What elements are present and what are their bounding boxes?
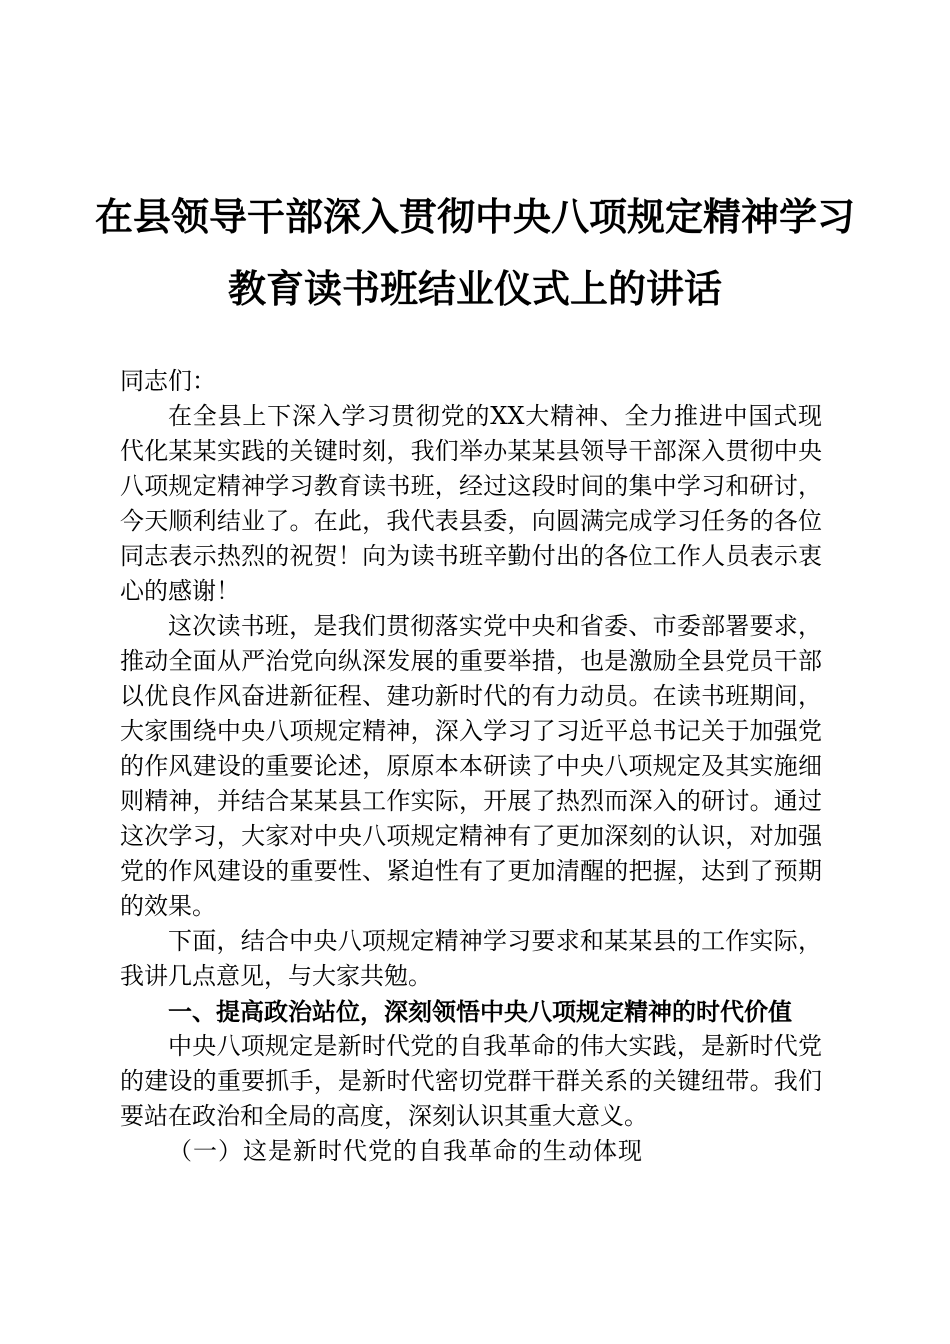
paragraph-opinions: 下面，结合中央八项规定精神学习要求和某某县的工作实际，我讲几点意见，与大家共勉。 [120, 927, 822, 990]
salutation: 同志们： [120, 367, 216, 395]
document-title-line1: 在县领导干部深入贯彻中央八项规定精神学习 [94, 194, 855, 239]
document-body [120, 364, 822, 1169]
document-title-line2: 教育读书班结业仪式上的讲话 [227, 266, 722, 311]
paragraph-intro: 在全县上下深入学习贯彻党的XX大精神、全力推进中国式现代化某某实践的关键时刻，我们举办某某县领导干部深入贯彻中央八项规定精神学习教育读书班，经过这段时间的集中学习和研讨，今天顺利结业了。在此，我代表县委，向圆满完成学习任务的各位同志表示热烈的祝贺！向为读书班辛勤付出的各位工作人员表示衷心的感谢！ [120, 402, 822, 605]
paragraph-reading-class: 这次读书班，是我们贯彻落实党中央和省委、市委部署要求，推动全面从严治党向纵深发展的重要举措，也是激励全县党员干部以优良作风奋进新征程、建功新时代的有力动员。在读书班期间，大家围绕中央八项规定精神，深入学习了习近平总书记关于加强党的作风建设的重要论述，原原本本研读了中央八项规定及其实施细则精神，并结合某某县工作实际，开展了热烈而深入的研讨。通过这次学习，大家对中央八项规定精神有了更加深刻的认识，对加强党的作风建设的重要性、紧迫性有了更加清醒的把握，达到了预期的效果。 [120, 612, 822, 920]
section-1-paragraph: 中央八项规定是新时代党的自我革命的伟大实践，是新时代党的建设的重要抓手，是新时代密切党群干群关系的关键纽带。我们要站在政治和全局的高度，深刻认识其重大意义。 [120, 1032, 822, 1130]
section-heading-1: 一、提高政治站位，深刻领悟中央八项规定精神的时代价值 [168, 997, 792, 1026]
subsection-heading-1: （一）这是新时代党的自我革命的生动体现 [168, 1137, 643, 1165]
